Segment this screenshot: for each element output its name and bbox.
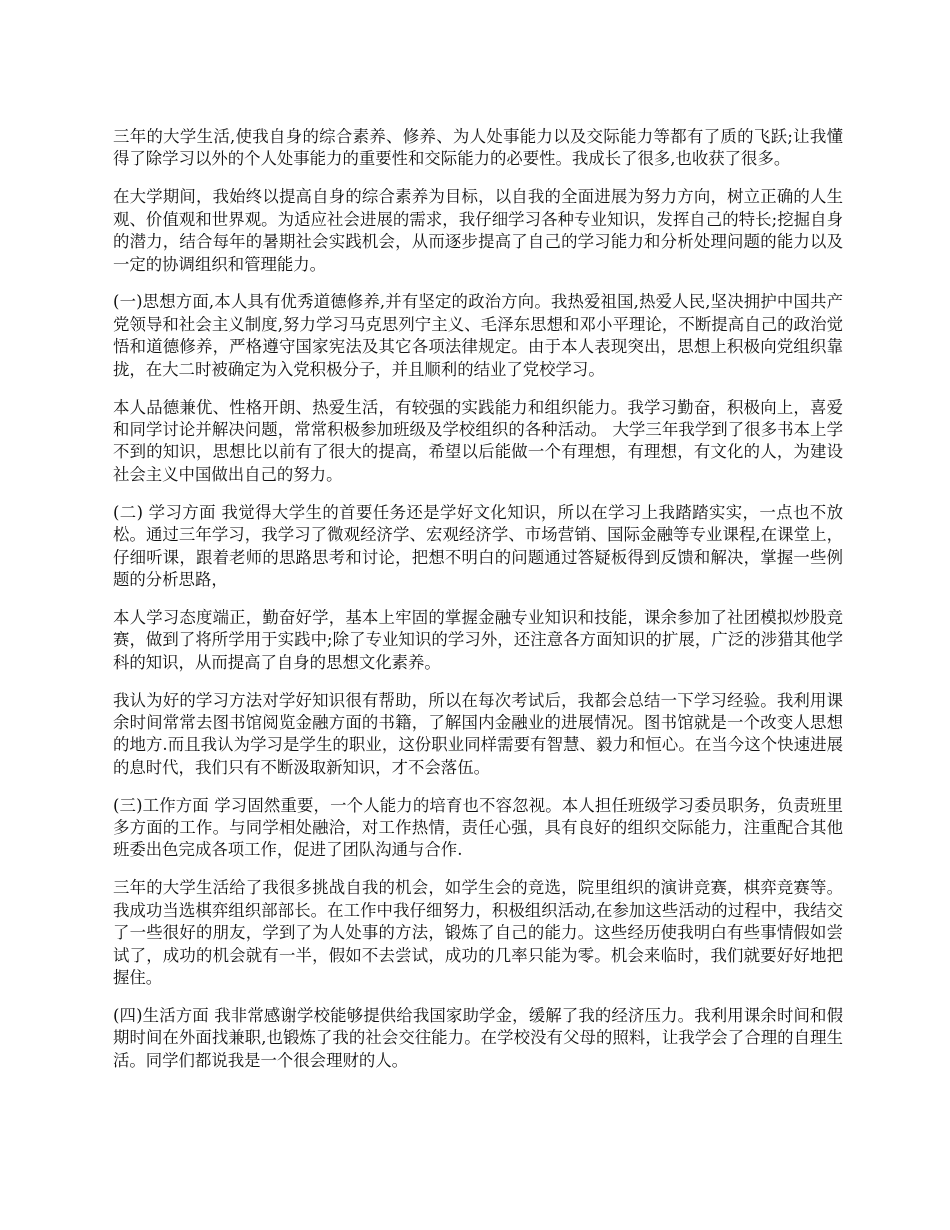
paragraph-intro: 三年的大学生活,使我自身的综合素养、修养、为人处事能力以及交际能力等都有了质的飞跃;让我懂得了除学习以外的个人处事能力的重要性和交际能力的必要性。我成长了很多,也收获了很多。 — [113, 127, 843, 169]
paragraph-study: (二) 学习方面 我觉得大学生的首要任务还是学好文化知识，所以在学习上我踏踏实实，一点也不放松。通过三年学习，我学习了微观经济学、宏观经济学、市场营销、国际金融等专业课程,在课堂上，仔细听课，跟着老师的思路思考和讨论，把想不明白的问题通过答疑板得到反馈和解决，掌握一些例题的分析思路， — [113, 502, 843, 589]
paragraph-university-period: 在大学期间，我始终以提高自身的综合素养为目标，以自我的全面进展为努力方向，树立正确的人生观、价值观和世界观。为适应社会进展的需求，我仔细学习各种专业知识，发挥自己的特长;挖掘自身的潜力，结合每年的暑期社会实践机会，从而逐步提高了自己的学习能力和分析处理问题的能力以及一定的协调组织和管理能力。 — [113, 187, 843, 274]
paragraph-character: 本人品德兼优、性格开朗、热爱生活，有较强的实践能力和组织能力。我学习勤奋，积极向上，喜爱和同学讨论并解决问题，常常积极参加班级及学校组织的各种活动。 大学三年我学到了很多书本上学不到的知识，思想比以前有了很大的提高，希望以后能做一个有理想，有理想，有文化的人，为建设社会主义中国做出自己的努力。 — [113, 397, 843, 484]
paragraph-work: (三)工作方面 学习固然重要，一个人能力的培育也不容忽视。本人担任班级学习委员职务，负责班里多方面的工作。与同学相处融洽，对工作热情，责任心强，具有良好的组织交际能力，注重配合其他班委出色完成各项工作，促进了团队沟通与合作. — [113, 795, 843, 860]
paragraph-life: (四)生活方面 我非常感谢学校能够提供给我国家助学金，缓解了我的经济压力。我利用课余时间和假期时间在外面找兼职,也锻炼了我的社会交往能力。在学校没有父母的照料，让我学会了合理的自理生活。同学们都说我是一个很会理财的人。 — [113, 1005, 843, 1070]
document-body — [113, 126, 843, 1088]
paragraph-study-attitude: 本人学习态度端正，勤奋好学，基本上牢固的掌握金融专业知识和技能，课余参加了社团模拟炒股竞赛，做到了将所学用于实践中;除了专业知识的学习外，还注意各方面知识的扩展，广泛的涉猎其他学科的知识，从而提高了自身的思想文化素养。 — [113, 607, 843, 672]
paragraph-study-method: 我认为好的学习方法对学好知识很有帮助，所以在每次考试后，我都会总结一下学习经验。我利用课余时间常常去图书馆阅览金融方面的书籍，了解国内金融业的进展情况。图书馆就是一个改变人思想的地方.而且我认为学习是学生的职业，这份职业同样需要有智慧、毅力和恒心。在当今这个快速进展的息时代，我们只有不断汲取新知识，才不会落伍。 — [113, 690, 843, 777]
paragraph-ideology: (一)思想方面,本人具有优秀道德修养,并有坚定的政治方向。我热爱祖国,热爱人民,坚决拥护中国共产党领导和社会主义制度,努力学习马克思列宁主义、毛泽东思想和邓小平理论，不断提高自己的政治觉悟和道德修养，严格遵守国家宪法及其它各项法律规定。由于本人表现突出，思想上积极向党组织靠拢，在大二时被确定为入党积极分子，并且顺利的结业了党校学习。 — [113, 292, 843, 379]
paragraph-challenges: 三年的大学生活给了我很多挑战自我的机会，如学生会的竞选，院里组织的演讲竞赛，棋弈竞赛等。我成功当选棋弈组织部部长。在工作中我仔细努力，积极组织活动,在参加这些活动的过程中，我结交了一些很好的朋友，学到了为人处事的方法，锻炼了自己的能力。这些经历使我明白有些事情假如尝试了，成功的机会就有一半，假如不去尝试，成功的几率只能为零。机会来临时，我们就要好好地把握住。 — [113, 878, 843, 987]
